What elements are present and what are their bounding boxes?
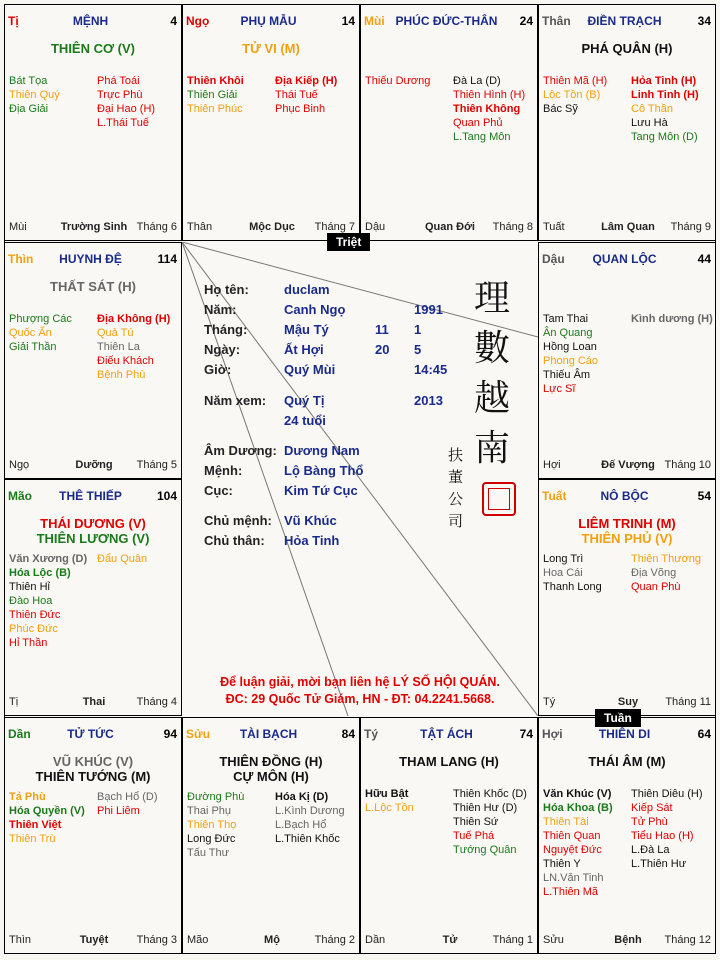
palace-footer: [365, 934, 533, 948]
footer-branch: Tị: [9, 696, 19, 708]
minor-star: Thái Tuế: [275, 89, 318, 101]
info-value: Dương Nam: [284, 443, 360, 458]
red-seal-stamp: [482, 482, 516, 516]
footer-month: Tháng 1: [492, 934, 533, 946]
minor-star: L.Bạch Hổ: [275, 819, 327, 831]
minor-star: Tam Thai: [543, 313, 589, 325]
minor-star: Địa Giải: [9, 103, 49, 115]
minor-star: Bệnh Phù: [97, 369, 146, 381]
footer-phase: Mộc Dục: [249, 221, 295, 233]
tuan-tag: Tuần: [595, 709, 641, 727]
palace-branch: Thân: [542, 14, 571, 28]
info-label: Mệnh:: [204, 463, 243, 478]
minor-star: Phượng Các: [9, 313, 72, 325]
palace-header: [186, 14, 355, 28]
minor-star: Tuế Phá: [453, 830, 495, 842]
palace-branch: Tị: [8, 14, 19, 28]
footer-month: Tháng 6: [136, 221, 177, 233]
footer-phase: Tuyệt: [79, 934, 109, 946]
palace-age: 34: [697, 14, 711, 28]
minor-star: Thiên Sứ: [453, 816, 499, 828]
palace-branch: Tuất: [542, 489, 567, 503]
minor-star: Thiên Mã (H): [543, 75, 608, 87]
minor-star: Thiên Thương: [631, 553, 702, 565]
palace-dau: [538, 242, 716, 479]
year-label: Năm xem:: [204, 393, 267, 408]
minor-star: Cô Thần: [631, 103, 673, 115]
footer-phase: Lâm Quan: [601, 221, 655, 233]
minor-star: Bác Sỹ: [543, 103, 578, 115]
calligraphy: [470, 274, 514, 474]
minor-stars-left: [9, 552, 87, 650]
footer-month: Tháng 8: [492, 221, 533, 233]
minor-stars-left: [365, 74, 430, 88]
footer-branch: Dần: [365, 934, 386, 946]
palace-header: [8, 727, 177, 741]
palace-name: QUAN LỘC: [592, 252, 657, 266]
palace-mui: [360, 4, 538, 241]
minor-star: Kiếp Sát: [631, 802, 673, 814]
palace-branch: Dần: [8, 727, 31, 741]
palace-footer: [9, 459, 177, 473]
small-calligraphy-3: 公: [448, 490, 464, 508]
minor-star: L.Kình Dương: [275, 805, 345, 817]
minor-stars-right: [275, 790, 345, 846]
footer-month: Tháng 11: [665, 696, 711, 708]
palace-name: TÀI BẠCH: [239, 727, 298, 741]
minor-stars-right: [453, 74, 525, 144]
footer-month: Tháng 3: [136, 934, 177, 946]
palace-name: PHỤ MẪU: [240, 14, 297, 28]
footer-month: Tháng 2: [314, 934, 355, 946]
minor-star: Kình dương (H): [631, 313, 713, 325]
minor-stars-left: [543, 74, 607, 116]
minor-star: Tử Phù: [631, 816, 668, 828]
palace-name: TẬT ÁCH: [420, 727, 473, 741]
minor-star: Hóa Khoa (B): [543, 802, 613, 814]
palace-branch: Mùi: [364, 14, 385, 28]
main-star: PHÁ QUÂN (H): [581, 41, 673, 56]
palace-age: 54: [697, 489, 711, 503]
minor-star: Địa Kiếp (H): [275, 75, 338, 87]
palace-branch: Hợi: [542, 727, 563, 741]
palace-header: [542, 727, 711, 741]
minor-star: Thiên Hình (H): [453, 89, 526, 101]
center-panel: [182, 242, 538, 716]
info-label: Âm Dương:: [204, 443, 277, 458]
palace-header: [542, 252, 711, 266]
minor-star: Thanh Long: [543, 581, 602, 593]
minor-stars-right: [97, 552, 147, 566]
palace-name: TỬ TỨC: [67, 727, 114, 741]
main-star: THAM LANG (H): [399, 754, 499, 769]
palace-tuat: [538, 479, 716, 716]
minor-star: Đà La (D): [453, 75, 501, 87]
info-solar: 1: [414, 322, 422, 337]
footer-branch: Thìn: [9, 934, 32, 946]
palace-branch: Dậu: [542, 252, 565, 266]
footer-branch: Ngọ: [9, 459, 30, 471]
info-extra: 1991: [414, 302, 443, 317]
palace-branch: Mão: [8, 489, 32, 503]
palace-footer: [9, 221, 177, 235]
palace-branch: Thìn: [8, 252, 34, 266]
palace-header: [364, 14, 533, 28]
minor-star: LN.Văn Tinh: [543, 872, 604, 884]
footer-branch: Tý: [543, 696, 556, 708]
palace-hoi: [538, 717, 716, 954]
info-extra: 14:45: [414, 362, 448, 377]
palace-branch: Tý: [364, 727, 379, 741]
minor-star: Thiếu Âm: [543, 369, 591, 381]
info-solar: 5: [414, 342, 422, 357]
palace-ngo: [182, 4, 360, 241]
info-value: Hỏa Tinh: [284, 533, 340, 548]
footer-branch: Dậu: [365, 221, 386, 233]
calligraphy-char-4: 南: [473, 428, 510, 469]
palace-age: 84: [341, 727, 355, 741]
minor-star: Quan Phủ: [453, 117, 503, 129]
minor-star: Đào Hoa: [9, 595, 53, 607]
main-star: THIÊN CƠ (V): [50, 41, 136, 56]
minor-stars-right: [97, 312, 170, 382]
footer-phase: Tử: [442, 934, 458, 946]
minor-star: L.Thiên Khốc: [275, 833, 340, 845]
footer-month: Tháng 4: [136, 696, 177, 708]
footer-phase: Mộ: [264, 934, 280, 946]
palace-footer: [543, 459, 711, 473]
info-lunar: 11: [375, 322, 389, 337]
info-value: Canh Ngọ: [284, 302, 346, 317]
palace-branch: Sửu: [186, 727, 211, 741]
palace-name: HUYNH ĐỆ: [59, 252, 122, 266]
year-value: Quý Tị: [284, 393, 325, 408]
minor-star: Ân Quang: [543, 327, 593, 339]
palace-name: THÊ THIẾP: [59, 489, 122, 503]
minor-star: Tướng Quân: [453, 844, 517, 856]
palace-name: PHÚC ĐỨC-THÂN: [395, 14, 498, 28]
minor-stars-left: [187, 74, 244, 116]
minor-star: Địa Võng: [631, 567, 677, 579]
minor-star: Thiên Việt: [9, 819, 62, 831]
palace-mao: [4, 479, 182, 716]
minor-star: Nguyệt Đức: [543, 844, 602, 856]
minor-star: Bạch Hổ (D): [97, 791, 158, 803]
minor-stars-left: [9, 312, 72, 354]
minor-star: Phúc Đức: [9, 623, 58, 635]
minor-star: Đại Hao (H): [97, 103, 156, 115]
year-number: 2013: [414, 393, 443, 408]
minor-star: Hóa Lộc (B): [9, 567, 71, 579]
minor-star: Long Đức: [187, 833, 236, 845]
main-star: THÁI DƯƠNG (V): [40, 516, 146, 531]
palace-age: 4: [170, 14, 177, 28]
minor-star: Tả Phù: [9, 791, 46, 803]
main-star: THẤT SÁT (H): [50, 279, 136, 294]
palace-name: ĐIỀN TRẠCH: [587, 14, 662, 28]
footer-month: Tháng 9: [670, 221, 711, 233]
minor-stars-right: [631, 312, 713, 326]
minor-star: Bát Tọa: [9, 75, 48, 87]
minor-star: Địa Không (H): [97, 313, 171, 325]
palace-footer: [9, 696, 177, 710]
contact-line-2: ĐC: 29 Quốc Tử Giám, HN - ĐT: 04.2241.5668.: [225, 692, 495, 706]
minor-star: Trực Phù: [97, 89, 143, 101]
palace-branch: Ngọ: [186, 14, 210, 28]
info-label: Năm:: [204, 302, 237, 317]
footer-branch: Mùi: [9, 221, 27, 233]
minor-star: Phục Binh: [275, 103, 326, 115]
minor-star: Thiên Hỉ: [9, 581, 50, 593]
minor-star: L.Đà La: [631, 844, 670, 856]
minor-star: Phá Toái: [97, 75, 140, 87]
minor-star: L.Thiên Mã: [543, 886, 599, 898]
minor-star: Quốc Ấn: [9, 327, 52, 339]
minor-stars-left: [187, 790, 244, 860]
minor-star: Tiểu Hao (H): [631, 830, 694, 842]
minor-stars-right: [631, 74, 699, 144]
palace-header: [542, 489, 711, 503]
calligraphy-char-1: 理: [473, 278, 510, 319]
palace-age: 24: [519, 14, 533, 28]
minor-stars-left: [365, 787, 414, 815]
minor-star: L.Thái Tuế: [97, 117, 149, 129]
minor-star: Tấu Thư: [187, 847, 230, 859]
palace-header: [186, 727, 355, 741]
palace-age: 94: [163, 727, 177, 741]
minor-star: Thiên Giải: [187, 89, 238, 101]
palace-ti: [4, 4, 182, 241]
minor-star: Phi Liêm: [97, 805, 140, 817]
minor-star: Hóa Quyền (V): [9, 805, 85, 817]
minor-stars-left: [543, 787, 613, 899]
minor-star: Văn Xương (D): [9, 553, 88, 565]
palace-name: THIÊN DI: [598, 727, 651, 741]
palace-age: 44: [697, 252, 711, 266]
minor-star: Thiên Khôi: [187, 75, 244, 87]
palace-suu: [182, 717, 360, 954]
info-lunar: 20: [375, 342, 390, 357]
minor-star: Thiên Thọ: [187, 819, 237, 831]
minor-star: Thiên Diêu (H): [631, 788, 703, 800]
minor-stars-right: [275, 74, 337, 116]
footer-phase: Bệnh: [614, 934, 642, 946]
info-value: Kim Tứ Cục: [284, 483, 358, 498]
minor-star: Thiên Đức: [9, 609, 61, 621]
palace-header: [8, 489, 177, 503]
info-value: Quý Mùi: [284, 362, 336, 377]
minor-star: Hồng Loan: [543, 341, 597, 353]
minor-stars-right: [97, 790, 158, 818]
palace-age: 114: [157, 252, 177, 266]
calligraphy-char-3: 越: [473, 378, 510, 419]
minor-stars-right: [97, 74, 155, 130]
info-value: Lộ Bàng Thổ: [284, 463, 364, 478]
palace-age: 74: [519, 727, 533, 741]
minor-star: Lưu Hà: [631, 117, 668, 129]
main-star: THIÊN ĐỒNG (H): [219, 754, 323, 769]
footer-branch: Sửu: [543, 934, 564, 946]
minor-stars-left: [9, 74, 60, 116]
triet-tag: Triệt: [327, 233, 370, 251]
minor-star: Hóa Kị (D): [275, 791, 329, 803]
palace-header: [364, 727, 533, 741]
minor-star: Thiên Phúc: [187, 103, 243, 115]
footer-phase: Đế Vượng: [601, 459, 655, 471]
minor-stars-right: [631, 552, 701, 594]
minor-star: Thiên Hư (D): [453, 802, 518, 814]
info-value: Ất Hợi: [284, 342, 324, 357]
footer-branch: Thân: [187, 221, 213, 233]
palace-header: [542, 14, 711, 28]
minor-star: Đường Phù: [187, 791, 245, 803]
small-calligraphy-4: 司: [448, 512, 464, 530]
minor-star: Hoa Cái: [543, 567, 583, 579]
footer-month: Tháng 10: [664, 459, 711, 471]
main-star: THÁI ÂM (M): [588, 754, 666, 769]
minor-star: Điếu Khách: [97, 355, 154, 367]
palace-footer: [543, 696, 711, 710]
palace-age: 64: [697, 727, 711, 741]
minor-star: Đẩu Quân: [97, 553, 148, 565]
minor-stars-left: [9, 790, 85, 846]
info-label: Giờ:: [204, 362, 232, 377]
palace-footer: [543, 221, 711, 235]
minor-star: Giải Thần: [9, 341, 57, 353]
info-label: Cục:: [204, 483, 233, 498]
age-text: 24 tuổi: [284, 413, 326, 428]
info-label: Tháng:: [204, 322, 248, 337]
palace-name: NÔ BỘC: [600, 489, 649, 503]
palace-name: MỆNH: [72, 14, 109, 28]
main-star: THIÊN TƯỚNG (M): [35, 769, 151, 784]
minor-star: Linh Tinh (H): [631, 89, 699, 101]
footer-phase: Trường Sinh: [60, 221, 128, 233]
footer-month: Tháng 7: [314, 221, 355, 233]
info-value: Vũ Khúc: [284, 513, 337, 528]
main-star: TỬ VI (M): [242, 41, 300, 56]
palace-age: 14: [341, 14, 355, 28]
main-star: THIÊN PHỦ (V): [581, 531, 673, 546]
info-label: Họ tên:: [204, 282, 249, 297]
palace-footer: [187, 934, 355, 948]
main-star: LIÊM TRINH (M): [578, 516, 676, 531]
minor-stars-left: [543, 312, 598, 396]
minor-star: Phong Cáo: [543, 355, 599, 367]
minor-star: Quả Tú: [97, 327, 134, 339]
palace-dan: [4, 717, 182, 954]
minor-star: Thiên Tài: [543, 816, 589, 828]
palace-header: [8, 14, 177, 28]
info-value: Mậu Tý: [284, 322, 329, 337]
minor-star: Thiên Quý: [9, 89, 60, 101]
footer-month: Tháng 5: [136, 459, 177, 471]
minor-star: Lộc Tồn (B): [543, 89, 601, 101]
minor-star: Lực Sĩ: [543, 383, 576, 395]
minor-star: Hỉ Thần: [9, 637, 48, 649]
small-calligraphy-2: 董: [448, 468, 464, 486]
minor-star: Văn Khúc (V): [543, 788, 612, 800]
minor-star: L.Lộc Tồn: [365, 802, 414, 814]
minor-star: L.Thiên Hư: [631, 858, 687, 870]
minor-star: L.Tang Môn: [453, 131, 511, 143]
minor-star: Thiên Trù: [9, 833, 56, 845]
palace-footer: [9, 934, 177, 948]
minor-stars-right: [631, 787, 703, 871]
minor-star: Thiên Không: [453, 103, 521, 115]
palace-than: [538, 4, 716, 241]
footer-phase: Quan Đới: [425, 221, 475, 233]
minor-star: Thiên Quan: [543, 830, 601, 842]
minor-star: Thiếu Dương: [365, 75, 431, 87]
palace-footer: [365, 221, 533, 235]
footer-month: Tháng 12: [664, 934, 711, 946]
main-star: VŨ KHÚC (V): [52, 754, 134, 769]
small-calligraphy: [448, 444, 464, 532]
small-calligraphy-1: 扶: [448, 446, 464, 464]
minor-star: Thiên Khốc (D): [453, 788, 527, 800]
calligraphy-char-2: 數: [473, 328, 510, 369]
footer-branch: Tuất: [543, 221, 565, 233]
minor-stars-right: [453, 787, 527, 857]
info-label: Chủ thân:: [204, 533, 265, 548]
info-label: Chủ mệnh:: [204, 513, 272, 528]
palace-ty: [360, 717, 538, 954]
palace-header: [8, 252, 177, 266]
info-label: Ngày:: [204, 342, 241, 357]
minor-star: Quan Phù: [631, 581, 681, 593]
minor-star: Hỏa Tinh (H): [631, 75, 697, 87]
minor-stars-left: [543, 552, 602, 594]
palace-thin: [4, 242, 182, 479]
palace-footer: [543, 934, 711, 948]
minor-star: Long Trì: [543, 553, 584, 565]
footer-branch: Hợi: [543, 459, 561, 471]
main-star: THIÊN LƯƠNG (V): [36, 531, 150, 546]
footer-phase: Dưỡng: [75, 459, 113, 471]
contact-line-1: Để luận giải, mời bạn liên hệ LÝ SỐ HỘI QUÁN.: [220, 675, 500, 689]
minor-star: Thiên Y: [543, 858, 581, 870]
minor-star: Thai Phụ: [187, 805, 232, 817]
main-star: CỰ MÔN (H): [233, 769, 309, 784]
footer-phase: Suy: [617, 696, 639, 708]
footer-branch: Mão: [187, 934, 209, 946]
minor-star: Hữu Bật: [365, 788, 409, 800]
minor-star: Tang Môn (D): [631, 131, 698, 143]
footer-phase: Thai: [82, 696, 106, 708]
palace-age: 104: [156, 489, 177, 503]
info-value: duclam: [284, 282, 330, 297]
minor-star: Thiên La: [97, 341, 140, 353]
